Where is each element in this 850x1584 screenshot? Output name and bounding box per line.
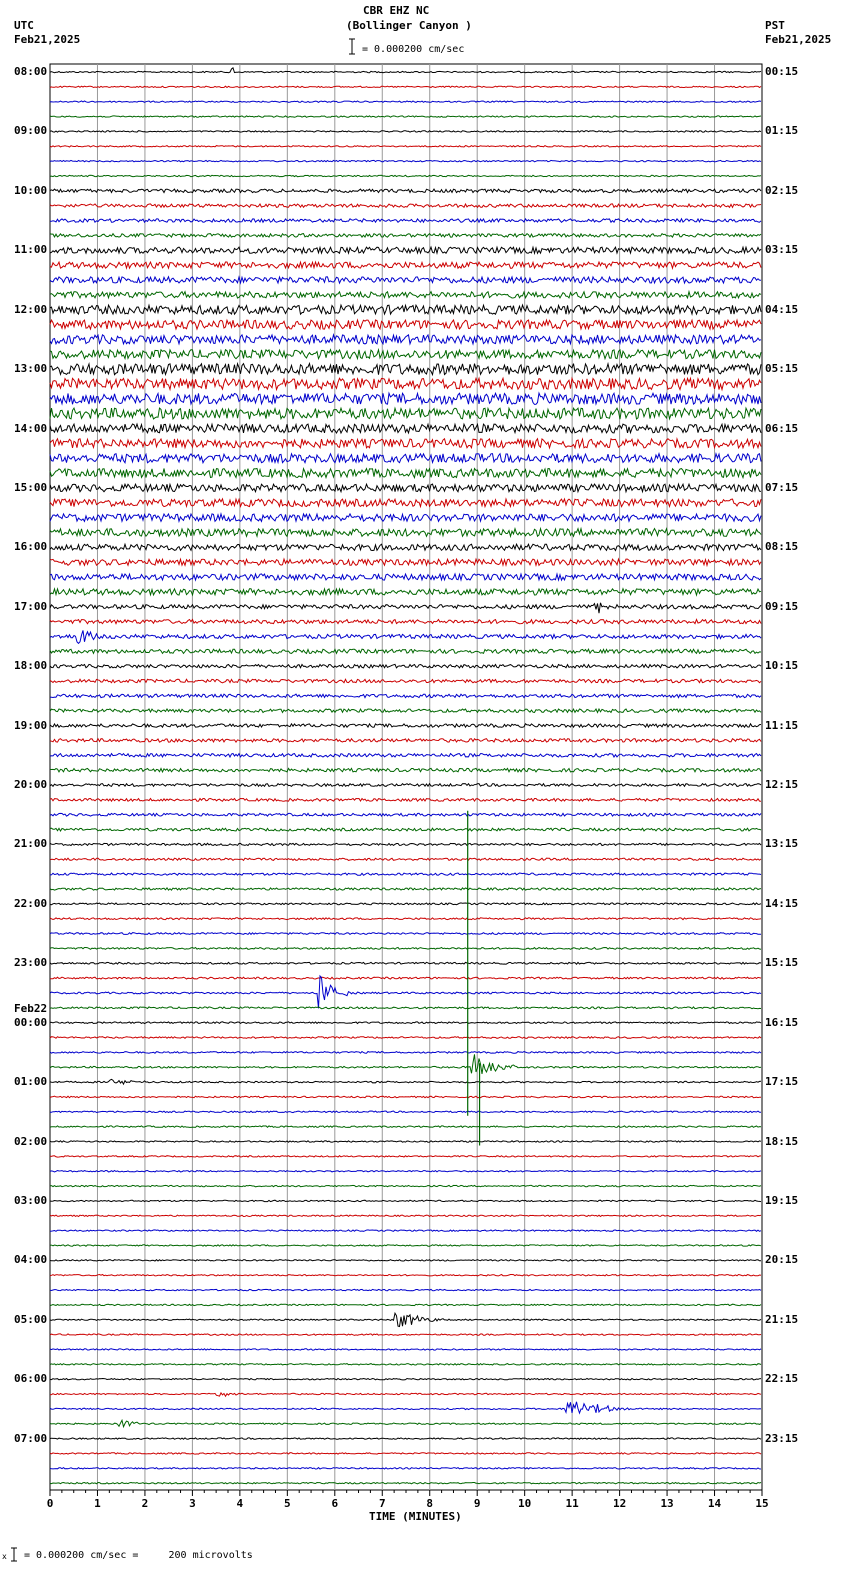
seismic-trace-line xyxy=(50,424,761,433)
utc-hour-label: 14:00 xyxy=(14,422,48,435)
seismic-trace-line xyxy=(50,559,761,565)
seismic-trace-line xyxy=(50,858,761,860)
utc-hour-label: 03:00 xyxy=(14,1194,48,1207)
utc-hour-label: 13:00 xyxy=(14,362,48,375)
utc-hour-label: 04:00 xyxy=(14,1253,48,1266)
seismic-trace-line xyxy=(50,1420,761,1426)
seismic-trace-line xyxy=(50,976,761,1008)
seismic-trace-line xyxy=(50,694,761,698)
seismic-trace-line xyxy=(50,948,761,950)
utc-hour-label: 08:00 xyxy=(14,65,48,78)
pst-hour-label: 15:15 xyxy=(765,956,799,969)
seismic-trace-line xyxy=(50,754,761,758)
seismic-trace-line xyxy=(50,679,761,683)
seismic-trace-line xyxy=(50,799,761,802)
x-tick-label: 13 xyxy=(660,1497,674,1510)
pst-hour-label: 12:15 xyxy=(765,778,799,791)
pst-hour-label: 19:15 xyxy=(765,1194,799,1207)
seismic-trace-line xyxy=(50,1052,761,1054)
seismic-trace-line xyxy=(50,219,761,223)
utc-hour-label: 06:00 xyxy=(14,1372,48,1385)
seismic-trace-line xyxy=(50,454,761,463)
seismic-trace-line xyxy=(50,784,761,787)
utc-hour-label: 19:00 xyxy=(14,719,48,732)
seismic-trace-line xyxy=(50,247,761,253)
seismic-trace-line xyxy=(50,116,761,117)
seismic-trace-line xyxy=(50,962,761,964)
pst-hour-label: 17:15 xyxy=(765,1075,799,1088)
pst-hour-label: 05:15 xyxy=(765,362,799,375)
pst-hour-label: 13:15 xyxy=(765,837,799,850)
seismic-trace-line xyxy=(50,873,761,875)
seismic-trace-line xyxy=(50,469,761,478)
seismic-trace-line xyxy=(50,544,761,550)
x-tick-label: 10 xyxy=(518,1497,532,1510)
seismic-trace-line xyxy=(50,1185,761,1186)
seismic-trace-line xyxy=(50,724,761,728)
seismic-trace-line xyxy=(50,1393,761,1396)
seismic-trace-line xyxy=(50,364,761,375)
x-tick-label: 11 xyxy=(565,1497,579,1510)
seismic-trace-line xyxy=(50,146,761,147)
utc-hour-label: 10:00 xyxy=(14,184,48,197)
x-tick-label: 9 xyxy=(473,1497,481,1510)
pst-hour-label: 04:15 xyxy=(765,303,799,316)
seismic-trace-line xyxy=(50,1304,761,1305)
pst-hour-label: 10:15 xyxy=(765,659,799,672)
scale-bar-label: = 0.000200 cm/sec xyxy=(362,44,465,55)
seismic-trace-line xyxy=(50,1171,761,1172)
seismic-trace-line xyxy=(50,1200,761,1201)
pst-hour-label: 08:15 xyxy=(765,540,799,553)
utc-hour-label: 11:00 xyxy=(14,243,48,256)
seismic-trace-line xyxy=(50,1275,761,1276)
pst-hour-label: 03:15 xyxy=(765,243,799,256)
utc-hour-label: 23:00 xyxy=(14,956,48,969)
seismic-trace-line xyxy=(50,589,761,595)
x-axis-title: TIME (MINUTES) xyxy=(369,1510,462,1523)
seismic-trace-line xyxy=(50,739,761,743)
seismic-trace-line xyxy=(50,68,761,73)
x-tick-label: 0 xyxy=(46,1497,54,1510)
seismic-trace-line xyxy=(50,1349,761,1350)
seismic-trace-line xyxy=(50,189,761,193)
seismic-trace-line xyxy=(50,603,761,613)
scale-bar-icon xyxy=(349,39,355,54)
seismic-trace-line xyxy=(50,1260,761,1261)
seismic-trace-line xyxy=(50,1215,761,1216)
x-tick-label: 6 xyxy=(331,1497,339,1510)
seismic-trace-line xyxy=(50,918,761,920)
seismic-trace-line xyxy=(50,1438,761,1439)
chart-title: CBR EHZ NC xyxy=(363,4,430,17)
pst-hour-label: 16:15 xyxy=(765,1016,799,1029)
seismic-trace-line xyxy=(50,277,761,283)
pst-hour-label: 11:15 xyxy=(765,719,799,732)
seismic-trace-line xyxy=(50,393,761,404)
pst-hour-label: 01:15 xyxy=(765,124,799,137)
pst-hour-label: 07:15 xyxy=(765,481,799,494)
seismic-trace-line xyxy=(50,1079,761,1084)
seismic-trace-line xyxy=(50,1037,761,1039)
right-date-label: Feb21,2025 xyxy=(765,33,832,46)
footer-scale-label: = 0.000200 cm/sec = 200 microvolts xyxy=(24,1550,253,1561)
utc-hour-label: 01:00 xyxy=(14,1075,48,1088)
utc-hour-label: 05:00 xyxy=(14,1313,48,1326)
seismic-trace-line xyxy=(50,574,761,580)
date-change-label: Feb22 xyxy=(14,1002,48,1015)
pst-hour-label: 00:15 xyxy=(765,65,799,78)
seismic-trace-line xyxy=(50,262,761,268)
seismic-trace-line xyxy=(50,1289,761,1290)
pst-hour-label: 02:15 xyxy=(765,184,799,197)
seismic-trace-line xyxy=(50,1402,761,1413)
utc-hour-label: 17:00 xyxy=(14,600,48,613)
seismic-trace-line xyxy=(50,1468,761,1469)
seismic-trace-line xyxy=(50,335,761,344)
seismic-trace-line xyxy=(50,292,761,298)
seismic-trace-line xyxy=(50,86,761,87)
seismic-trace-line xyxy=(50,977,761,979)
seismic-trace-line xyxy=(50,768,761,772)
seismic-trace-line xyxy=(50,350,761,359)
seismic-trace-line xyxy=(50,888,761,890)
seismic-trace-line xyxy=(50,1007,761,1009)
seismic-trace-line xyxy=(50,1230,761,1231)
seismic-trace-line xyxy=(50,903,761,905)
seismic-trace-line xyxy=(50,305,761,314)
seismic-trace-line xyxy=(50,175,761,176)
seismic-trace-line xyxy=(50,320,761,329)
x-tick-label: 7 xyxy=(378,1497,386,1510)
footer-scale-bar-icon xyxy=(11,1548,17,1561)
seismic-trace-line xyxy=(50,709,761,713)
pst-hour-label: 21:15 xyxy=(765,1313,799,1326)
seismic-trace-line xyxy=(50,1096,761,1098)
seismic-trace-line xyxy=(50,160,761,161)
x-tick-label: 3 xyxy=(189,1497,196,1510)
seismic-trace-line xyxy=(50,408,761,419)
utc-hour-label: 15:00 xyxy=(14,481,48,494)
seismic-trace-line xyxy=(50,1364,761,1365)
utc-hour-label: 21:00 xyxy=(14,837,48,850)
seismic-trace-line xyxy=(50,1054,761,1074)
utc-hour-label: 16:00 xyxy=(14,540,48,553)
left-date-label: Feb21,2025 xyxy=(14,33,81,46)
utc-hour-label: 02:00 xyxy=(14,1135,48,1148)
seismic-trace-line xyxy=(50,620,761,624)
x-tick-label: 4 xyxy=(236,1497,244,1510)
seismic-trace-line xyxy=(50,1111,761,1113)
seismic-trace-line xyxy=(50,484,761,492)
seismic-trace-line xyxy=(50,1482,761,1483)
pst-hour-label: 20:15 xyxy=(765,1253,799,1266)
seismic-trace-line xyxy=(50,1334,761,1335)
left-timezone-label: UTC xyxy=(14,19,34,32)
seismic-trace-line xyxy=(50,1313,761,1326)
seismic-trace-line xyxy=(50,649,761,653)
seismic-trace-line xyxy=(50,529,761,537)
x-tick-label: 12 xyxy=(612,1497,627,1510)
seismic-trace-line xyxy=(50,1126,761,1128)
utc-hour-label: 20:00 xyxy=(14,778,48,791)
seismic-trace-line xyxy=(50,828,761,831)
utc-hour-label: 18:00 xyxy=(14,659,48,672)
right-timezone-label: PST xyxy=(765,19,785,32)
utc-hour-label: 00:00 xyxy=(14,1016,48,1029)
utc-hour-label: 09:00 xyxy=(14,124,48,137)
x-tick-label: 2 xyxy=(141,1497,149,1510)
seismic-trace-line xyxy=(50,439,761,448)
utc-hour-label: 07:00 xyxy=(14,1432,48,1445)
pst-hour-label: 23:15 xyxy=(765,1432,799,1445)
seismic-trace-line xyxy=(50,131,761,132)
seismic-trace-line xyxy=(50,1453,761,1454)
seismic-trace-line xyxy=(50,204,761,208)
pst-hour-label: 18:15 xyxy=(765,1135,799,1148)
seismic-trace-line xyxy=(50,1245,761,1246)
pst-hour-label: 14:15 xyxy=(765,897,799,910)
seismic-trace-line xyxy=(50,1141,761,1142)
seismic-trace-line xyxy=(50,843,761,845)
seismic-trace-line xyxy=(50,813,761,816)
seismic-trace-line xyxy=(50,101,761,102)
seismic-trace-line xyxy=(50,933,761,935)
seismic-trace-line xyxy=(50,630,761,643)
seismic-trace-line xyxy=(50,378,761,389)
seismic-trace-line xyxy=(50,1022,761,1024)
footer-corner-mark: x xyxy=(2,1552,7,1561)
seismic-trace-line xyxy=(50,514,761,522)
seismic-trace-line xyxy=(50,1379,761,1380)
chart-subtitle: (Bollinger Canyon ) xyxy=(346,19,472,32)
x-tick-label: 5 xyxy=(284,1497,291,1510)
utc-hour-label: 12:00 xyxy=(14,303,48,316)
x-tick-label: 8 xyxy=(426,1497,434,1510)
seismic-trace-line xyxy=(50,499,761,507)
pst-hour-label: 09:15 xyxy=(765,600,799,613)
x-tick-label: 14 xyxy=(707,1497,722,1510)
pst-hour-label: 22:15 xyxy=(765,1372,799,1385)
utc-hour-label: 22:00 xyxy=(14,897,48,910)
seismic-trace-line xyxy=(50,1156,761,1157)
x-tick-label: 15 xyxy=(755,1497,769,1510)
seismic-trace-line xyxy=(50,234,761,238)
x-tick-label: 1 xyxy=(94,1497,101,1510)
seismic-trace-line xyxy=(50,664,761,668)
pst-hour-label: 06:15 xyxy=(765,422,799,435)
